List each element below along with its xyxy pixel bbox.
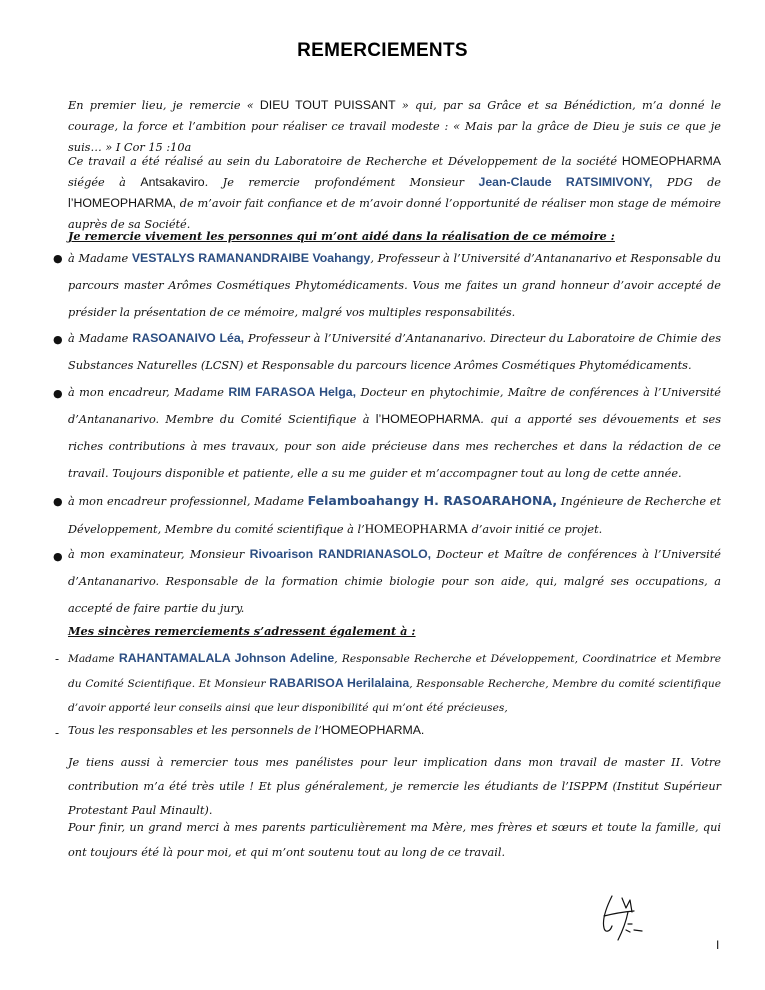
list-item: Madame RAHANTAMALALA Johnson Adeline, Responsable Recherche et Développement, Coordinatrice et Membre du Comité Scientifique. Et Monsieur RABARISOA Herilalaina, Responsable Recherche, Membre du comité scientifique d’avoir apporté leur conseils ainsi que leur disponibilité qui m’ont été précieuses,	[68, 651, 721, 714]
bullet-icon: ●	[53, 387, 63, 400]
dash-marker: -	[55, 726, 60, 740]
page-number: I	[716, 938, 720, 952]
section-heading: Je remercie vivement les personnes qui m’ont aidé dans la réalisation de ce mémoire :	[68, 229, 615, 243]
intro-paragraph-1: En premier lieu, je remercie « DIEU TOUT PUISSANT » qui, par sa Grâce et sa Bénédiction, m’a donné le courage, la force et l’ambition pour réaliser ce travail modeste : « Mais par la grâce de Dieu je suis ce que je suis… » I Cor 15 :10a	[68, 98, 722, 154]
dash-marker: -	[55, 652, 60, 666]
person-name: Jean-Claude RATSIMIVONY,	[478, 175, 653, 189]
list-item: à Madame RASOANAIVO Léa, Professeur à l’Université d’Antananarivo. Directeur du Laboratoire de Chimie des Substances Naturelles (LCSN) et Responsable du parcours licence Arômes Cosmétiques Phytomédicaments.	[68, 331, 721, 372]
panelists-paragraph: Je tiens aussi à remercier tous mes panélistes pour leur implication dans mon travail de master II. Votre contribution m’a été très utile ! Et plus généralement, je remercie les étudiants de l’ISPPM (Institut Supérieur Protestant Paul Minault).	[68, 756, 721, 817]
list-item: à mon encadreur professionnel, Madame Felamboahangy H. RASOARAHONA, Ingénieure de Recherche et Développement, Membre du comité scientifique à l’HOMEOPHARMA d’avoir initié ce projet.	[68, 493, 721, 536]
bullet-icon: ●	[53, 495, 63, 508]
signature-icon	[592, 886, 652, 946]
final-paragraph: Pour finir, un grand merci à mes parents particulièrement ma Mère, mes frères et sœurs et toute la famille, qui ont toujours été là pour moi, et qui m’ont soutenu tout au long de ce travail.	[68, 821, 721, 859]
list-item: à mon examinateur, Monsieur Rivoarison RANDRIANASOLO, Docteur et Maître de conférences à l’Université d’Antananarivo. Responsable de la formation chimie biologie pour son aide, qui, malgré ses occupations, a accepté de faire partie du jury.	[68, 547, 721, 615]
section-heading: Mes sincères remerciements s’adressent également à :	[68, 624, 416, 638]
bullet-icon: ●	[53, 252, 63, 265]
bullet-icon: ●	[53, 550, 63, 563]
list-item: à mon encadreur, Madame RIM FARASOA Helga, Docteur en phytochimie, Maître de conférences à l’Université d’Antananarivo. Membre du Comité Scientifique à l’HOMEOPHARMA. qui a apporté ses dévouements et ses riches contributions à mes travaux, pour son aide précieuse dans mes recherches et dans la rédaction de ce travail. Toujours disponible et patiente, elle a su me guider et m’accompagner tout au long de cette année.	[68, 385, 721, 480]
intro-paragraph-2: Ce travail a été réalisé au sein du Laboratoire de Recherche et Développement de la société HOMEOPHARMA siégée à Antsakaviro. Je remercie profondément Monsieur Jean-Claude RATSIMIVONY, PDG de l’HOMEOPHARMA, de m’avoir fait confiance et de m’avoir donné l’opportunité de réaliser mon stage de mémoire auprès de sa Société.	[68, 154, 721, 231]
list-item: Tous les responsables et les personnels de l’HOMEOPHARMA.	[68, 723, 425, 737]
page-title: REMERCIEMENTS	[297, 40, 468, 61]
bullet-icon: ●	[53, 333, 63, 346]
list-item: à Madame VESTALYS RAMANANDRAIBE Voahangy, Professeur à l’Université d’Antananarivo et Responsable du parcours master Arômes Cosmétiques Phytomédicaments. Vous me faites un grand honneur d’avoir accepté de présider la présentation de ce mémoire, malgré vos multiples responsabilités.	[68, 251, 721, 319]
